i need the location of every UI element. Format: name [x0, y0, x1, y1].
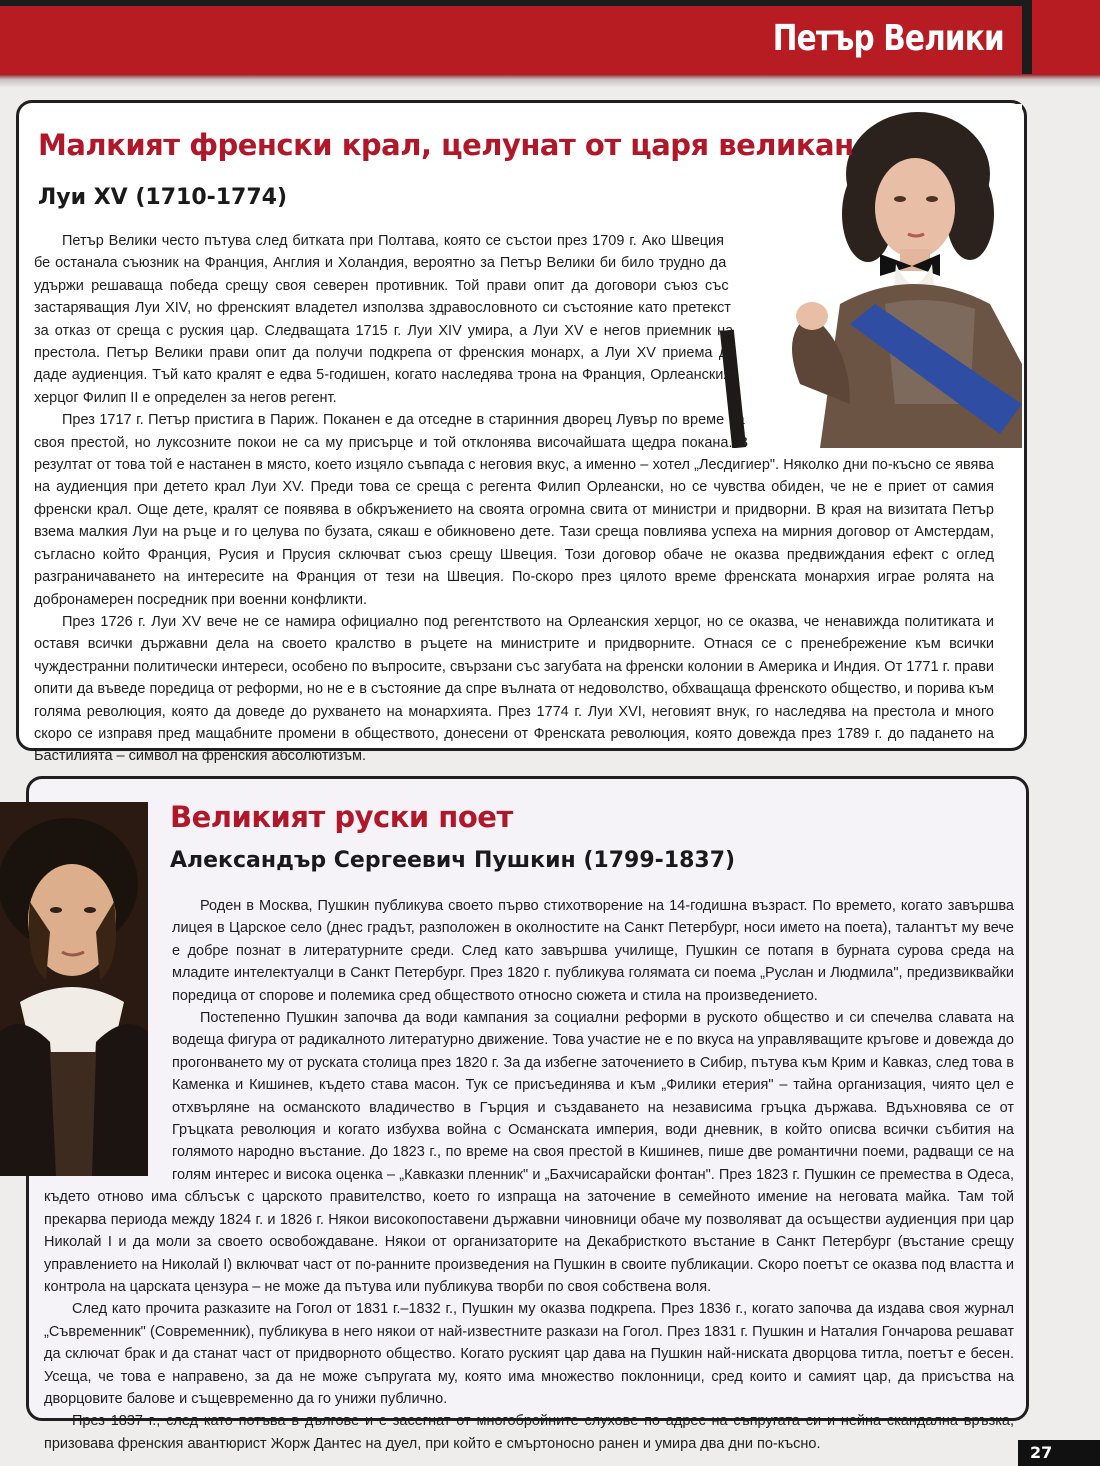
header-divider: [1022, 0, 1032, 74]
paragraph: Постепенно Пушкин започва да води кампания за социални реформи в руското общество и си спечелва славата на водеща фигура от радикалното литературно движение. Това участие не е по вкуса на управляващите кръгове и довежда до прогонването му от руската столица през 1820 г. За да избегне заточението в Сибир, пътува към Крим и Кавказ, след това в Каменка и Кишинев, където става масон. Тук се присъединява и към „Филики етерия" – тайна организация, чиято цел е отхвърляне на османското владичество в Гърция и създаването на независима гръцка държава. Вдъхновява се от Гръцката революция и когато избухва война с Османската империя, води дневник, в който описва всички събития на голямото народно въстание. До 1823 г., по време на своя престой в Кишинев, пише две романтични поеми, радващи се на голям интерес и висока оценка – „Кавказки пленник" и „Бахчисарайски фонтан". През 1823 г. Пушкин се премества в Одеса, където отново има сблъсък с царското правителство, което го изпраща на заточение в семейното имение на неговата майка. Там той прекарва периода между 1824 г. и 1826 г. Някои високопоставени държавни чиновници обаче му позволяват да осъществи аудиенция при цар Николай I и да моли за своето освобождаване. Някои от организаторите на Декабристкото въстание в Санкт Петербург (въстание срещу управлението на Николай I) включват част от по-ранните произведения на Пушкин в своите публикации. Скоро поетът се оказва под властта и контрола на царската цензура – не може да пътува или публикува творби по своя собствена воля.: [44, 1010, 1014, 1295]
paragraph: През 1717 г. Петър пристига в Париж. Поканен е да отседне в старинния дворец Лувър по време на своя престой, но луксозните покои не са му присърце и той отклонява височайшата щедра покана. В резултат от това той е настанен в място, което изцяло съвпада с неговия вкус, а именно – хотел „Лесдигиер". Няколко дни по-късно се явява на аудиенция при детето крал Луи XV. Преди това се среща с регента Филип Орлеански, но се чувства обиден, че не е приет от самия френски крал. Още дете, кралят се появява в обкръжението на своята огромна свита от министри и придворни. В края на визитата Петър взема малкия Луи на ръце и го целува по бузата, сякаш е обикновено дете. Тази среща повлиява успеха на мирния договор от Амстердам, съгласно който Франция, Русия и Прусия сключват съюз срещу Швеция. Този договор обаче не оказва предвиждания ефект с оглед разграничаването на интересите на Франция от тези на Швеция. По-скоро през цялото време френската монархия играе ролята на добронамерен посредник при военни конфликти.: [34, 412, 994, 608]
pushkin-section-subtitle: Александър Сергеевич Пушкин (1799-1837): [170, 848, 736, 873]
pushkin-section-title: Великият руски поет: [170, 800, 513, 834]
paragraph: През 1837 г., след като потъва в дългове и е засегнат от многобройните слухове по адрес на съпругата си и нейна скандална връзка, призовава френския авантюрист Жорж Дантес на дуел, при който е смъртоносно ранен и умира два дни по-късно.: [44, 1413, 1014, 1452]
louis-xv-section-subtitle: Луи XV (1710-1774): [38, 185, 288, 210]
page-number: 27: [1018, 1440, 1100, 1466]
louis-xv-text: [34, 230, 994, 768]
text-wrap-spacer: [724, 230, 994, 450]
paragraph: Роден в Москва, Пушкин публикува своето първо стихотворение на 14-годишна възраст. По времето, когато завършва лицея в Царское село (днес градът, разположен в околностите на Санкт Петербург, носи името на поета), талантът му вече е добре познат в литературните среди. След като завършва училище, Пушкин се потапя в бурната сурова среда на младите интелектуалци в Санкт Петербург. През 1820 г. публикува голямата си поема „Руслан и Людмила", предизвиквайки поредица от спорове и полемика сред обществото относно сюжета и стила на произведението.: [172, 898, 1014, 1004]
louis-xv-section-title: Малкият френски крал, целунат от царя великан: [38, 128, 854, 162]
paragraph: След като прочита разказите на Гогол от 1831 г.–1832 г., Пушкин му оказва подкрепа. През 1836 г., когато започва да издава своя журнал „Съвременник" (Современник), публикува в него някои от най-известните разкази на Гогол. През 1831 г. Пушкин и Наталия Гончарова решават да сключат брак и да станат част от придворното общество. Когато руският цар дава на Пушкин най-ниската дворцова титла, поетът е бесен. Усеща, че това е направено, за да не може съпругата му, която има множество поклонници, сред които и самият цар, да присъства на дворцовите балове и същевременно да го унижи публично.: [44, 1301, 1014, 1407]
paragraph: През 1726 г. Луи XV вече не се намира официално под регентството на Орлеанския херцог, но се оказва, че ненавижда политиката и оставя всички държавни дела на своето кралство в ръцете на министрите и придворните. Отнася се с пренебрежение към всички чуждестранни политически интереси, особено по въпросите, свързани със загубата на френски колонии в Америка и Индия. От 1771 г. прави опити да въведе поредица от реформи, но не е в състояние да спре вълната от недоволство, обхващаща френското общество, и порива към голяма революция, която да доведе до рухването на монархията. През 1774 г. Луи XVI, неговият внук, го наследява на престола и много скоро се изправя пред мащабните промени в обществото, донесени от Френската революция, която довежда през 1789 г. до падането на Бастилията – символ на френския абсолютизъм.: [34, 613, 994, 765]
paragraph: Петър Велики често пътува след битката при Полтава, която се състои през 1709 г. Ако Швеция бе останала съюзник на Франция, Англия и Холандия, вероятно за Петър Велики би било трудно да удържи решаваща победа срещу своя северен противник. Той прави опит да договори съюз със застаряващия Луи XIV, но френският владетел използва здравословното си състояние като претекст за отказ от среща с руския цар. Следващата 1715 г. Луи XIV умира, а Луи XV е негов приемник на престола. Петър Велики прави опит да получи подкрепа от френския монарх, а Луи XV приема да даде аудиенция. Тъй като кралят е едва 5-годишен, когато наследява трона на Франция, Орлеанският херцог Филип II е определен за негов регент.: [34, 233, 738, 406]
text-wrap-spacer: [44, 895, 172, 1185]
running-header-title: Петър Велики: [772, 18, 1004, 59]
header-shadow: [0, 74, 1100, 88]
pushkin-text: [44, 895, 1014, 1455]
header-band-right: [1032, 0, 1100, 74]
